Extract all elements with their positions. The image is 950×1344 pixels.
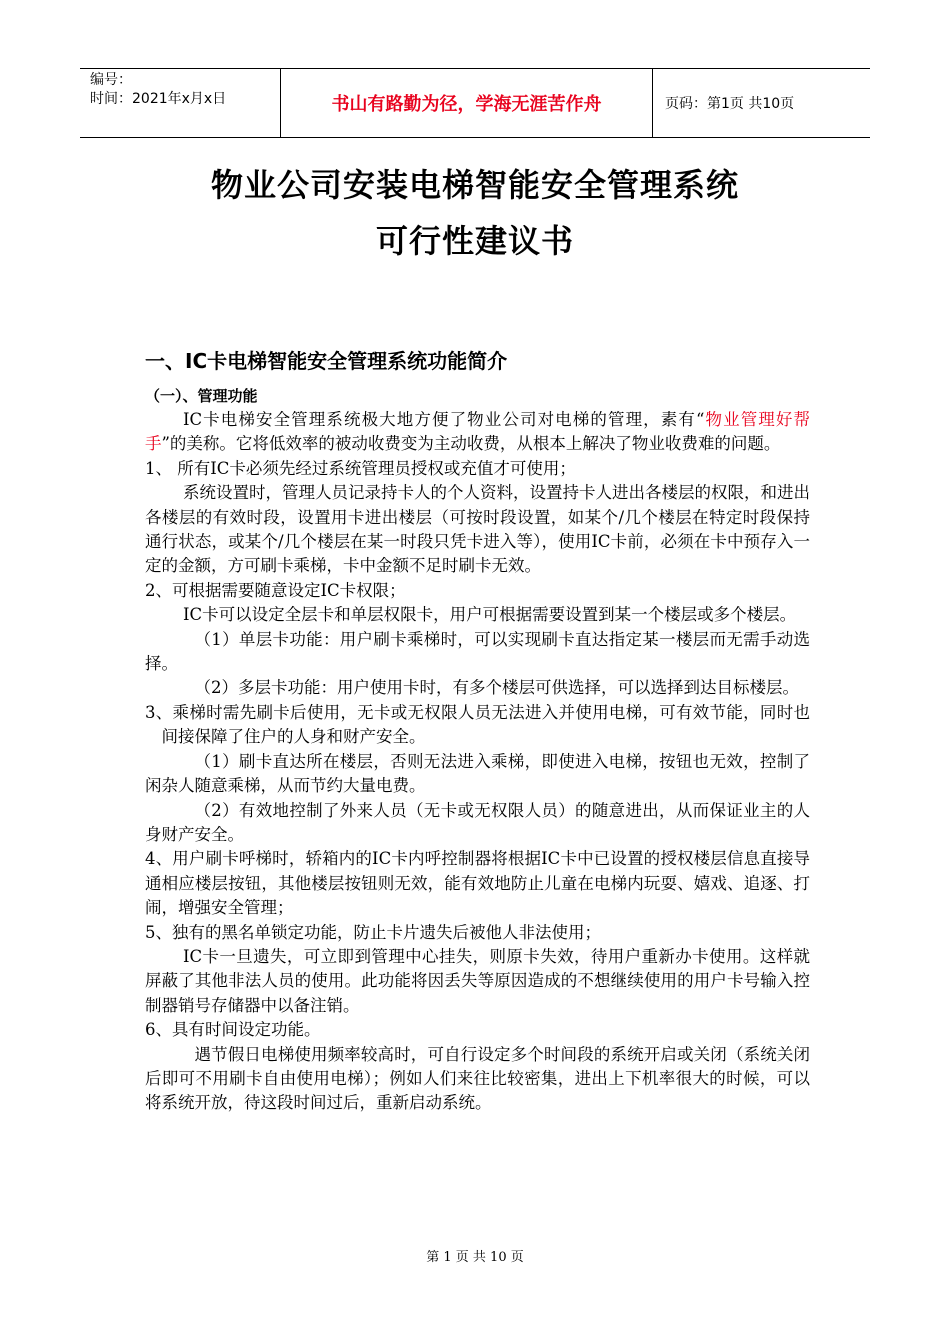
item-3: 3、乘梯时需先刷卡后使用，无卡或无权限人员无法进入并使用电梯，可有效节能，同时也间接保障了住户的人身和财产安全。	[145, 702, 810, 747]
item-3-sub-1: （1）刷卡直达所在楼层，否则无法进入乘梯，即使进入电梯，按钮也无效，控制了闲杂人随意乘梯，从而节约大量电费。	[145, 751, 810, 796]
page-footer: 第 1 页 共 10 页	[426, 1250, 524, 1265]
intro-paragraph	[145, 408, 810, 457]
item-1-desc: 系统设置时，管理人员记录持卡人的个人资料，设置持卡人进出各楼层的权限，和进出各楼层的有效时段，设置用卡进出楼层（可按时段设置，如某个/几个楼层在特定时段保持通行状态，或某个/几个楼层在某一时段只凭卡进入等），使用IC卡前，必须在卡中预存入一定的金额，方可刷卡乘梯，卡中金额不足时刷卡无效。	[145, 483, 810, 576]
section-heading: 一、IC卡电梯智能安全管理系统功能简介	[145, 349, 508, 373]
document-title-line1: 物业公司安装电梯智能安全管理系统	[210, 166, 739, 204]
header-page-label: 页码：第1页 共10页	[665, 96, 795, 112]
item-2-desc: IC卡可以设定全层卡和单层权限卡，用户可根据需要设置到某一个楼层或多个楼层。	[182, 605, 797, 625]
item-1: 1、 所有IC卡必须先经过系统管理员授权或充值才可使用；	[145, 458, 576, 478]
item-2: 2、可根据需要随意设定IC卡权限；	[145, 580, 406, 600]
document-title-line2: 可行性建议书	[375, 222, 574, 260]
header-motto: 书山有路勤为径，学海无涯苦作舟	[280, 69, 653, 137]
subsection-heading: （一）、管理功能	[145, 387, 258, 405]
time-label: 时间：2021年x月x日	[90, 91, 227, 107]
intro-text-before: IC卡电梯安全管理系统极大地方便了物业公司对电梯的管理，素有“	[182, 410, 705, 429]
intro-highlight: 物业管理好帮手	[145, 410, 811, 454]
item-5-desc: IC卡一旦遗失，可立即到管理中心挂失，则原卡失效，待用户重新办卡使用。这样就屏蔽了其他非法人员的使用。此功能将因丢失等原因造成的不想继续使用的用户卡号输入控制器销号存储器中以备注销。	[145, 946, 810, 1015]
item-6-desc: 遇节假日电梯使用频率较高时，可自行设定多个时间段的系统开启或关闭（系统关闭后即可不用刷卡自由使用电梯）；例如人们来往比较密集，进出上下机率很大的时候，可以将系统开放，待这段时间过后，重新启动系统。	[145, 1044, 810, 1113]
document-header	[80, 68, 870, 138]
item-2-sub-1: （1）单层卡功能：用户刷卡乘梯时，可以实现刷卡直达指定某一楼层而无需手动选择。	[145, 629, 810, 674]
item-2-sub-2: （2）多层卡功能：用户使用卡时，有多个楼层可供选择，可以选择到达目标楼层。	[194, 678, 799, 698]
item-4: 4、用户刷卡呼梯时，轿箱内的IC卡内呼控制器将根据IC卡中已设置的授权楼层信息直接导通相应楼层按钮，其他楼层按钮则无效，能有效地防止儿童在电梯内玩耍、嬉戏、追逐、打闹，增强安全管理；	[145, 849, 810, 918]
item-3-sub-2: （2）有效地控制了外来人员（无卡或无权限人员）的随意进出，从而保证业主的人身财产安全。	[145, 800, 810, 844]
number-label: 编号：	[90, 72, 132, 88]
item-6: 6、具有时间设定功能。	[145, 1020, 321, 1040]
header-meta	[80, 69, 280, 137]
intro-text-after: ”的美称。它将低效率的被动收费变为主动收费，从根本上解决了物业收费难的问题。	[161, 434, 781, 454]
item-5: 5、独有的黑名单锁定功能，防止卡片遗失后被他人非法使用；	[145, 922, 601, 942]
document-body	[145, 408, 810, 1116]
